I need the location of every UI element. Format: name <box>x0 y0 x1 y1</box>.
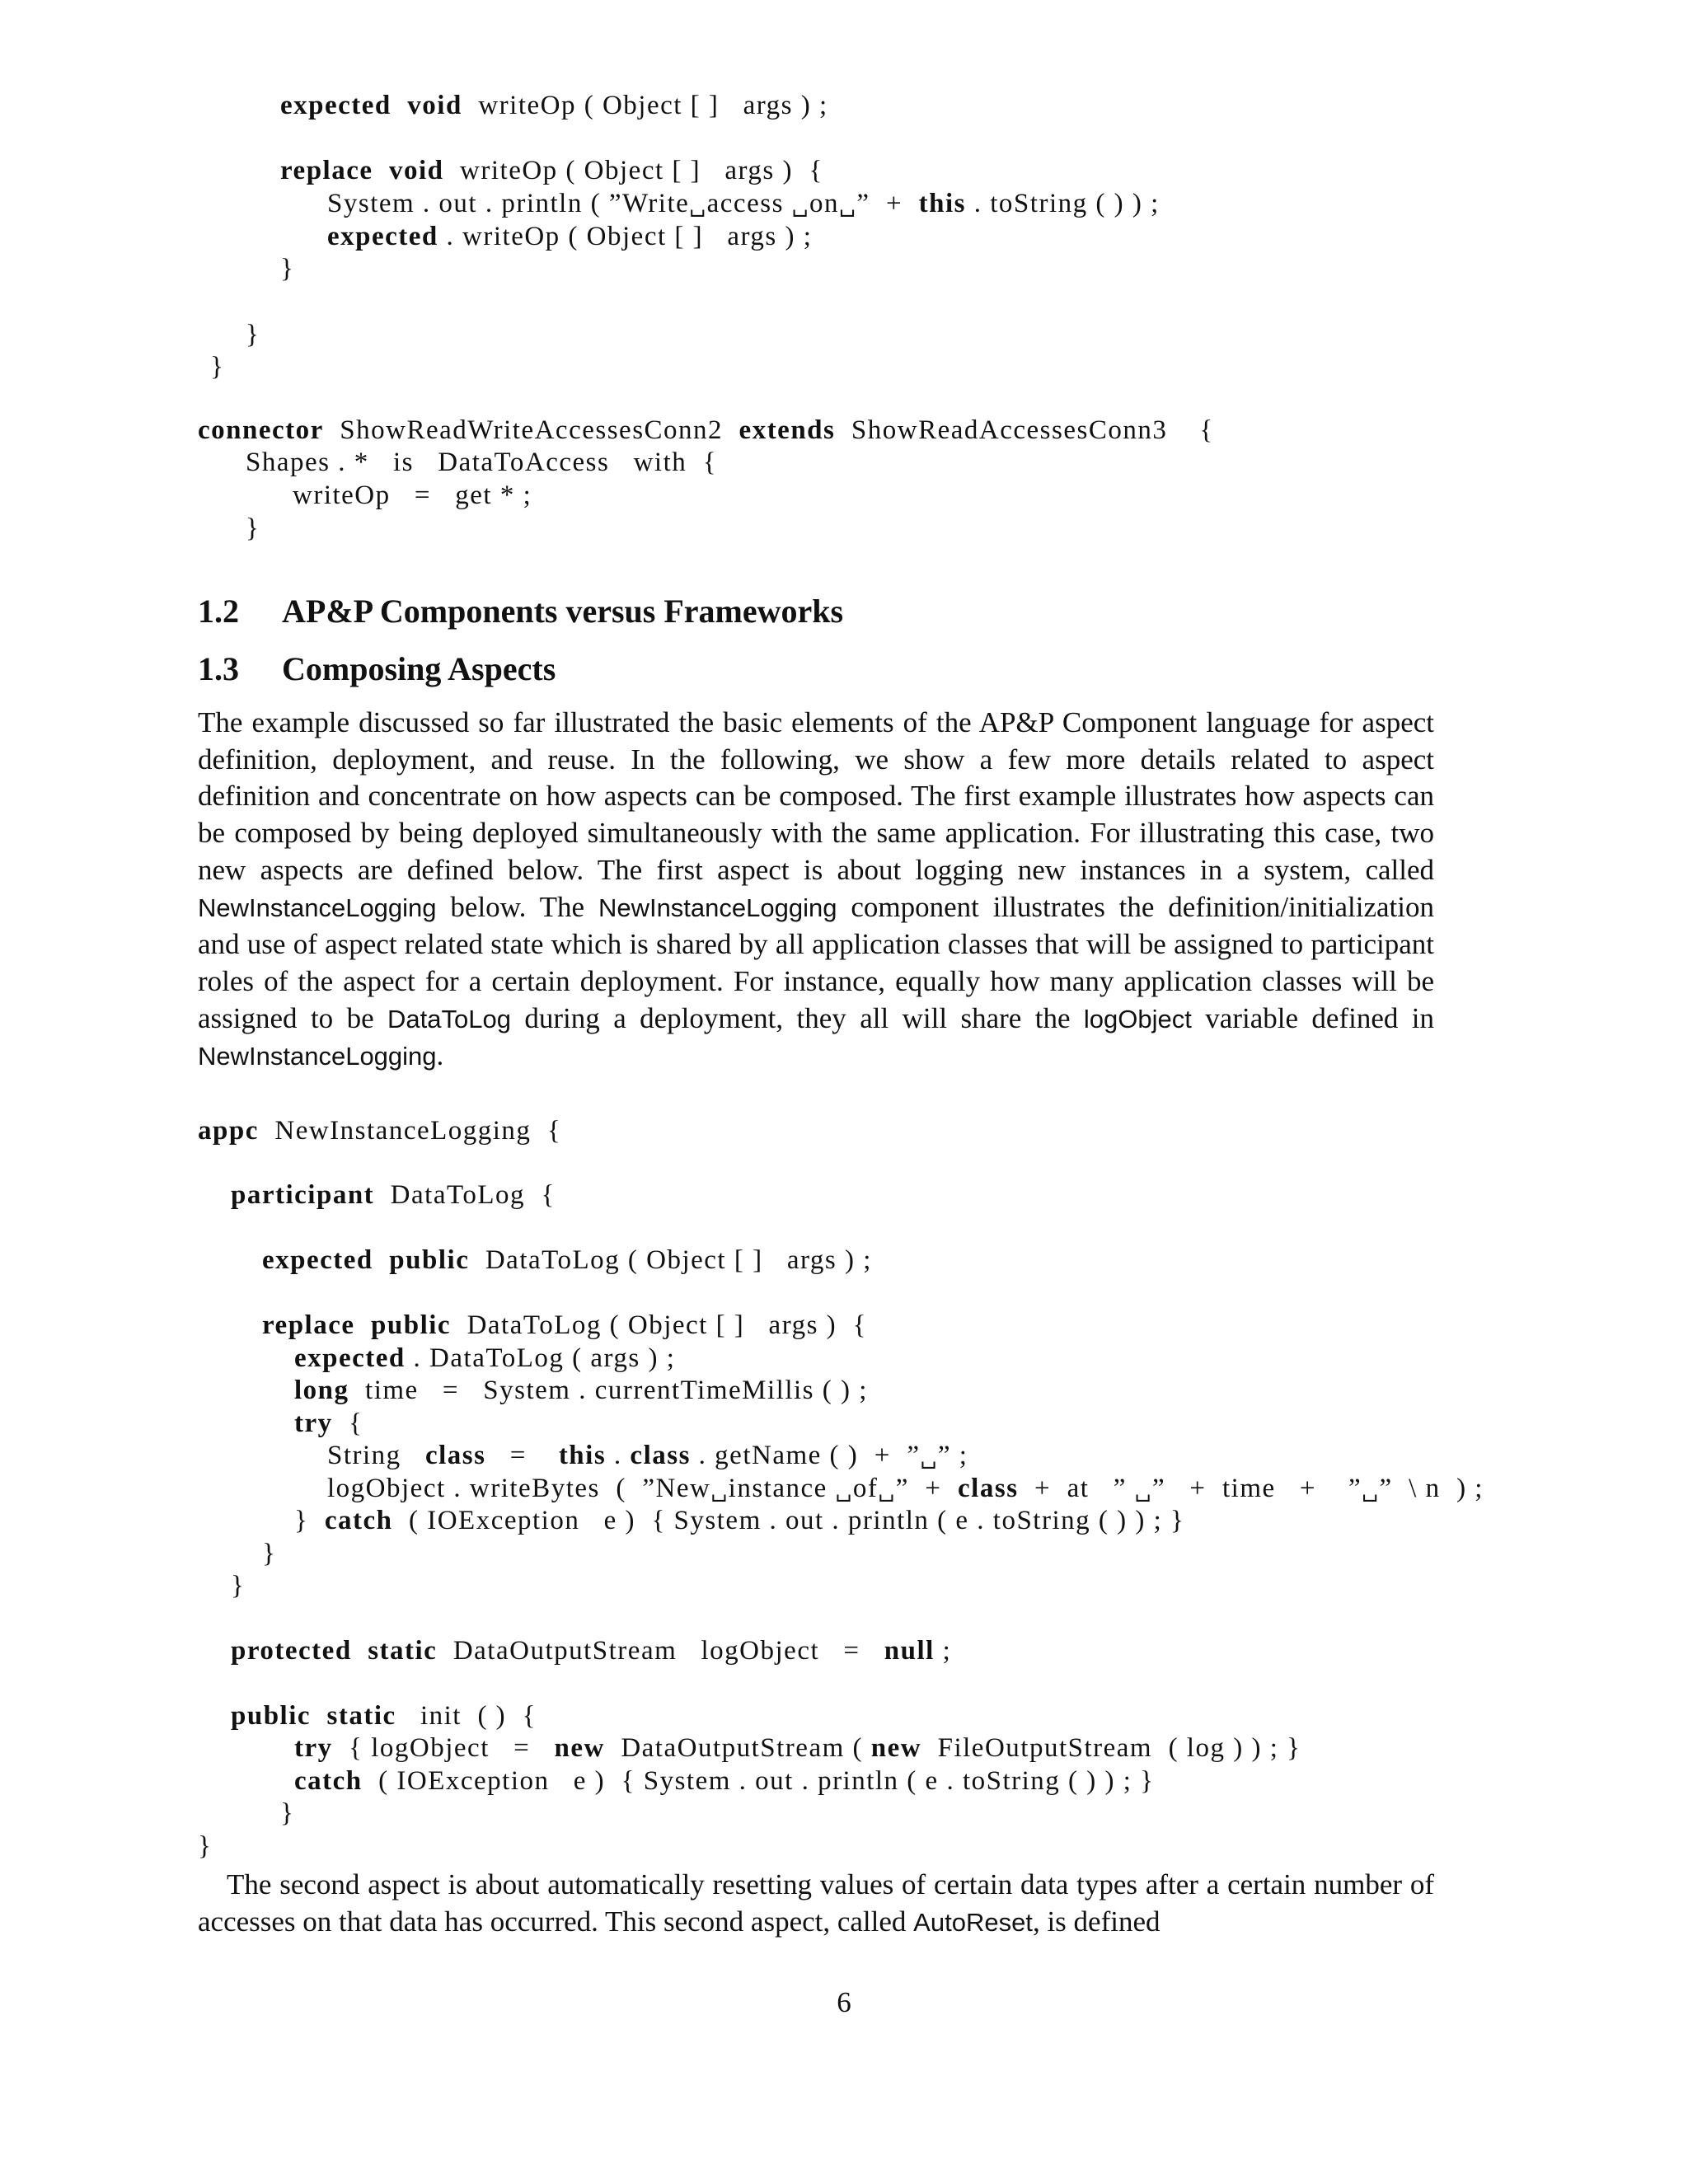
code-line <box>327 1472 1484 1507</box>
code-text: on <box>809 189 840 218</box>
section-number: 1.2 <box>198 593 239 630</box>
code-line <box>327 1439 968 1474</box>
code-text: } <box>198 1831 213 1861</box>
code-keyword: class <box>424 1441 486 1470</box>
paragraph-text: . <box>436 1039 444 1072</box>
code-keyword: expected <box>280 91 392 120</box>
code-text: FileOutputStream ( log ) ) ; } <box>921 1733 1301 1763</box>
identifier-name: AutoReset <box>913 1907 1033 1937</box>
code-text: ShowReadWriteAccessesConn2 <box>323 415 739 445</box>
code-text: . getName ( ) + ” <box>690 1441 921 1470</box>
code-keyword: this <box>918 189 967 218</box>
identifier-name: DataToLog <box>387 1004 511 1033</box>
body-paragraph-composing <box>198 705 1434 1076</box>
code-keyword: catch <box>324 1506 393 1535</box>
code-text: writeOp ( Object [ ] args ) { <box>443 156 823 185</box>
code-keyword: try <box>294 1408 333 1438</box>
code-keyword: static <box>326 1701 396 1731</box>
code-text: + at ” <box>1018 1474 1135 1503</box>
paragraph-text: , is defined <box>1032 1905 1160 1938</box>
code-keyword: protected <box>231 1636 352 1666</box>
code-text: } <box>231 1571 246 1601</box>
code-line <box>327 187 1160 222</box>
code-keyword: appc <box>198 1116 259 1146</box>
visible-space-glyph: ␣ <box>689 193 707 217</box>
code-keyword: expected <box>294 1343 406 1373</box>
code-line <box>280 1797 294 1830</box>
code-line <box>293 479 532 512</box>
code-text <box>352 1636 368 1666</box>
paragraph-text: during a deployment, they all will share the <box>510 1001 1084 1034</box>
code-line <box>294 1732 1301 1765</box>
code-text: } <box>294 1506 325 1535</box>
visible-space-glyph: ␣ <box>839 193 857 217</box>
identifier-name: NewInstanceLogging <box>198 1042 437 1071</box>
code-keyword: static <box>368 1636 438 1666</box>
code-text: of <box>852 1474 879 1503</box>
code-keyword: expected <box>327 222 438 251</box>
code-line <box>231 1569 245 1602</box>
code-text: ShowReadAccessesConn3 { <box>835 415 1214 445</box>
code-text: } <box>246 513 260 543</box>
code-text <box>392 91 408 120</box>
code-text: = <box>485 1441 559 1470</box>
code-text: writeOp ( Object [ ] args ) ; <box>462 91 828 120</box>
code-line <box>327 220 812 253</box>
section-title: Composing Aspects <box>282 650 556 687</box>
code-keyword: new <box>554 1733 605 1763</box>
code-text: ” + time + ” <box>1151 1474 1362 1503</box>
code-line <box>231 1634 951 1667</box>
code-keyword: extends <box>738 415 836 445</box>
section-heading-1-3 <box>198 649 556 688</box>
code-text: time = System . currentTimeMillis ( ) ; <box>349 1376 868 1405</box>
code-line <box>198 1830 212 1863</box>
code-text: Shapes . * is DataToAccess with { <box>246 448 718 477</box>
code-keyword: public <box>371 1310 452 1340</box>
code-keyword: try <box>294 1733 333 1763</box>
code-text <box>355 1310 372 1340</box>
code-text <box>373 156 390 185</box>
code-text: String <box>327 1441 425 1470</box>
code-line <box>246 318 260 351</box>
code-text <box>373 1245 390 1275</box>
code-keyword: replace <box>280 156 373 185</box>
code-text: DataToLog ( Object [ ] args ) { <box>451 1310 868 1340</box>
code-text: ( IOException e ) { System . out . println ( e . toString ( ) ) ; } <box>392 1506 1185 1535</box>
code-keyword: replace <box>262 1310 355 1340</box>
code-text: DataToLog ( Object [ ] args ) ; <box>469 1245 872 1275</box>
visible-space-glyph: ␣ <box>920 1445 938 1469</box>
code-text: System . out . println ( ”Write <box>327 189 690 218</box>
code-text: } <box>280 1798 295 1828</box>
code-line <box>280 89 828 122</box>
identifier-name: NewInstanceLogging <box>198 893 437 922</box>
code-line <box>231 1179 556 1212</box>
code-line <box>280 252 294 285</box>
code-line <box>294 1342 675 1375</box>
code-text: } <box>280 254 295 284</box>
code-text: { <box>332 1408 363 1438</box>
code-keyword: void <box>407 91 462 120</box>
code-text: . toString ( ) ) ; <box>966 189 1160 218</box>
code-keyword: long <box>294 1376 349 1405</box>
code-text: . <box>606 1441 631 1470</box>
paragraph-text: variable defined in <box>1191 1001 1434 1034</box>
code-line <box>231 1699 537 1732</box>
code-text: } <box>262 1539 277 1568</box>
code-text: NewInstanceLogging { <box>258 1116 562 1146</box>
paragraph-text: component illustrates the definition/initialization and use of aspect related state which is shared by all application classes that will be assigned to participant roles of the aspect for a certain deployment. For instance, equally how many application classes will be assigned to be <box>198 890 1435 1034</box>
code-text: ” \ n ) ; <box>1379 1474 1484 1503</box>
identifier-name: NewInstanceLogging <box>598 893 837 922</box>
paragraph-text: below. The <box>436 890 598 923</box>
code-text: . DataToLog ( args ) ; <box>405 1343 676 1373</box>
visible-space-glyph: ␣ <box>1362 1478 1380 1502</box>
section-heading-1-2 <box>198 592 843 630</box>
code-text: . writeOp ( Object [ ] args ) ; <box>438 222 813 251</box>
visible-space-glyph: ␣ <box>791 193 810 217</box>
code-text: } <box>246 320 260 349</box>
code-keyword: this <box>558 1441 607 1470</box>
code-keyword: null <box>884 1636 935 1666</box>
code-line <box>294 1504 1184 1537</box>
code-text: writeOp = get * ; <box>293 480 532 510</box>
code-line <box>294 1407 363 1440</box>
section-number: 1.3 <box>198 650 239 687</box>
code-keyword: public <box>389 1245 470 1275</box>
code-keyword: connector <box>198 415 324 445</box>
code-keyword: participant <box>231 1180 375 1210</box>
paragraph-text: The example discussed so far illustrated the basic elements of the AP&P Component language for aspect definition, deployment, and reuse. In the following, we show a few more details related to aspect definition and concentrate on how aspects can be composed. The first example illustrates how aspects can be composed by being deployed simultaneously with the same application. For illustrating this case, two new aspects are defined below. The first aspect is about logging new instances in a system, called <box>198 706 1434 886</box>
code-line <box>280 154 823 187</box>
visible-space-glyph: ␣ <box>878 1478 896 1502</box>
code-line <box>294 1374 868 1407</box>
page-number: 6 <box>837 1986 851 2018</box>
code-text: { logObject = <box>332 1733 555 1763</box>
code-text: DataToLog { <box>374 1180 556 1210</box>
code-keyword: catch <box>294 1766 363 1796</box>
code-line <box>262 1244 872 1277</box>
identifier-name: logObject <box>1083 1004 1192 1033</box>
code-line <box>262 1309 867 1342</box>
code-text: ” + <box>895 1474 959 1503</box>
code-keyword: void <box>389 156 444 185</box>
code-line <box>294 1765 1155 1797</box>
code-keyword: class <box>958 1474 1019 1503</box>
code-keyword: class <box>630 1441 691 1470</box>
code-line <box>246 512 260 545</box>
paragraph-text: The second aspect is about automatically resetting values of certain data types after a certain number of accesses on that data has occurred. This second aspect, called <box>198 1868 1434 1938</box>
code-text: DataOutputStream ( <box>604 1733 871 1763</box>
code-text: DataOutputStream logObject = <box>437 1636 884 1666</box>
code-line <box>262 1537 276 1570</box>
code-text: ” ; <box>937 1441 968 1470</box>
code-text: ” + <box>856 189 919 218</box>
code-line <box>198 414 1214 447</box>
code-text: } <box>210 352 225 382</box>
code-line <box>210 350 224 383</box>
code-text: instance <box>728 1474 836 1503</box>
code-text <box>311 1701 327 1731</box>
section-title: AP&P Components versus Frameworks <box>282 593 844 630</box>
visible-space-glyph: ␣ <box>1134 1478 1152 1502</box>
code-line <box>198 1114 561 1147</box>
code-line <box>246 446 717 479</box>
code-text: init ( ) { <box>396 1701 537 1731</box>
code-text: access <box>706 189 792 218</box>
code-text: logObject . writeBytes ( ”New <box>327 1474 711 1503</box>
code-keyword: new <box>870 1733 922 1763</box>
body-paragraph-autoreset <box>198 1867 1434 1941</box>
visible-space-glyph: ␣ <box>835 1478 853 1502</box>
code-keyword: expected <box>262 1245 373 1275</box>
code-text: ( IOException e ) { System . out . println ( e . toString ( ) ) ; } <box>362 1766 1155 1796</box>
code-keyword: public <box>231 1701 312 1731</box>
code-text: ; <box>934 1636 952 1666</box>
visible-space-glyph: ␣ <box>710 1478 729 1502</box>
